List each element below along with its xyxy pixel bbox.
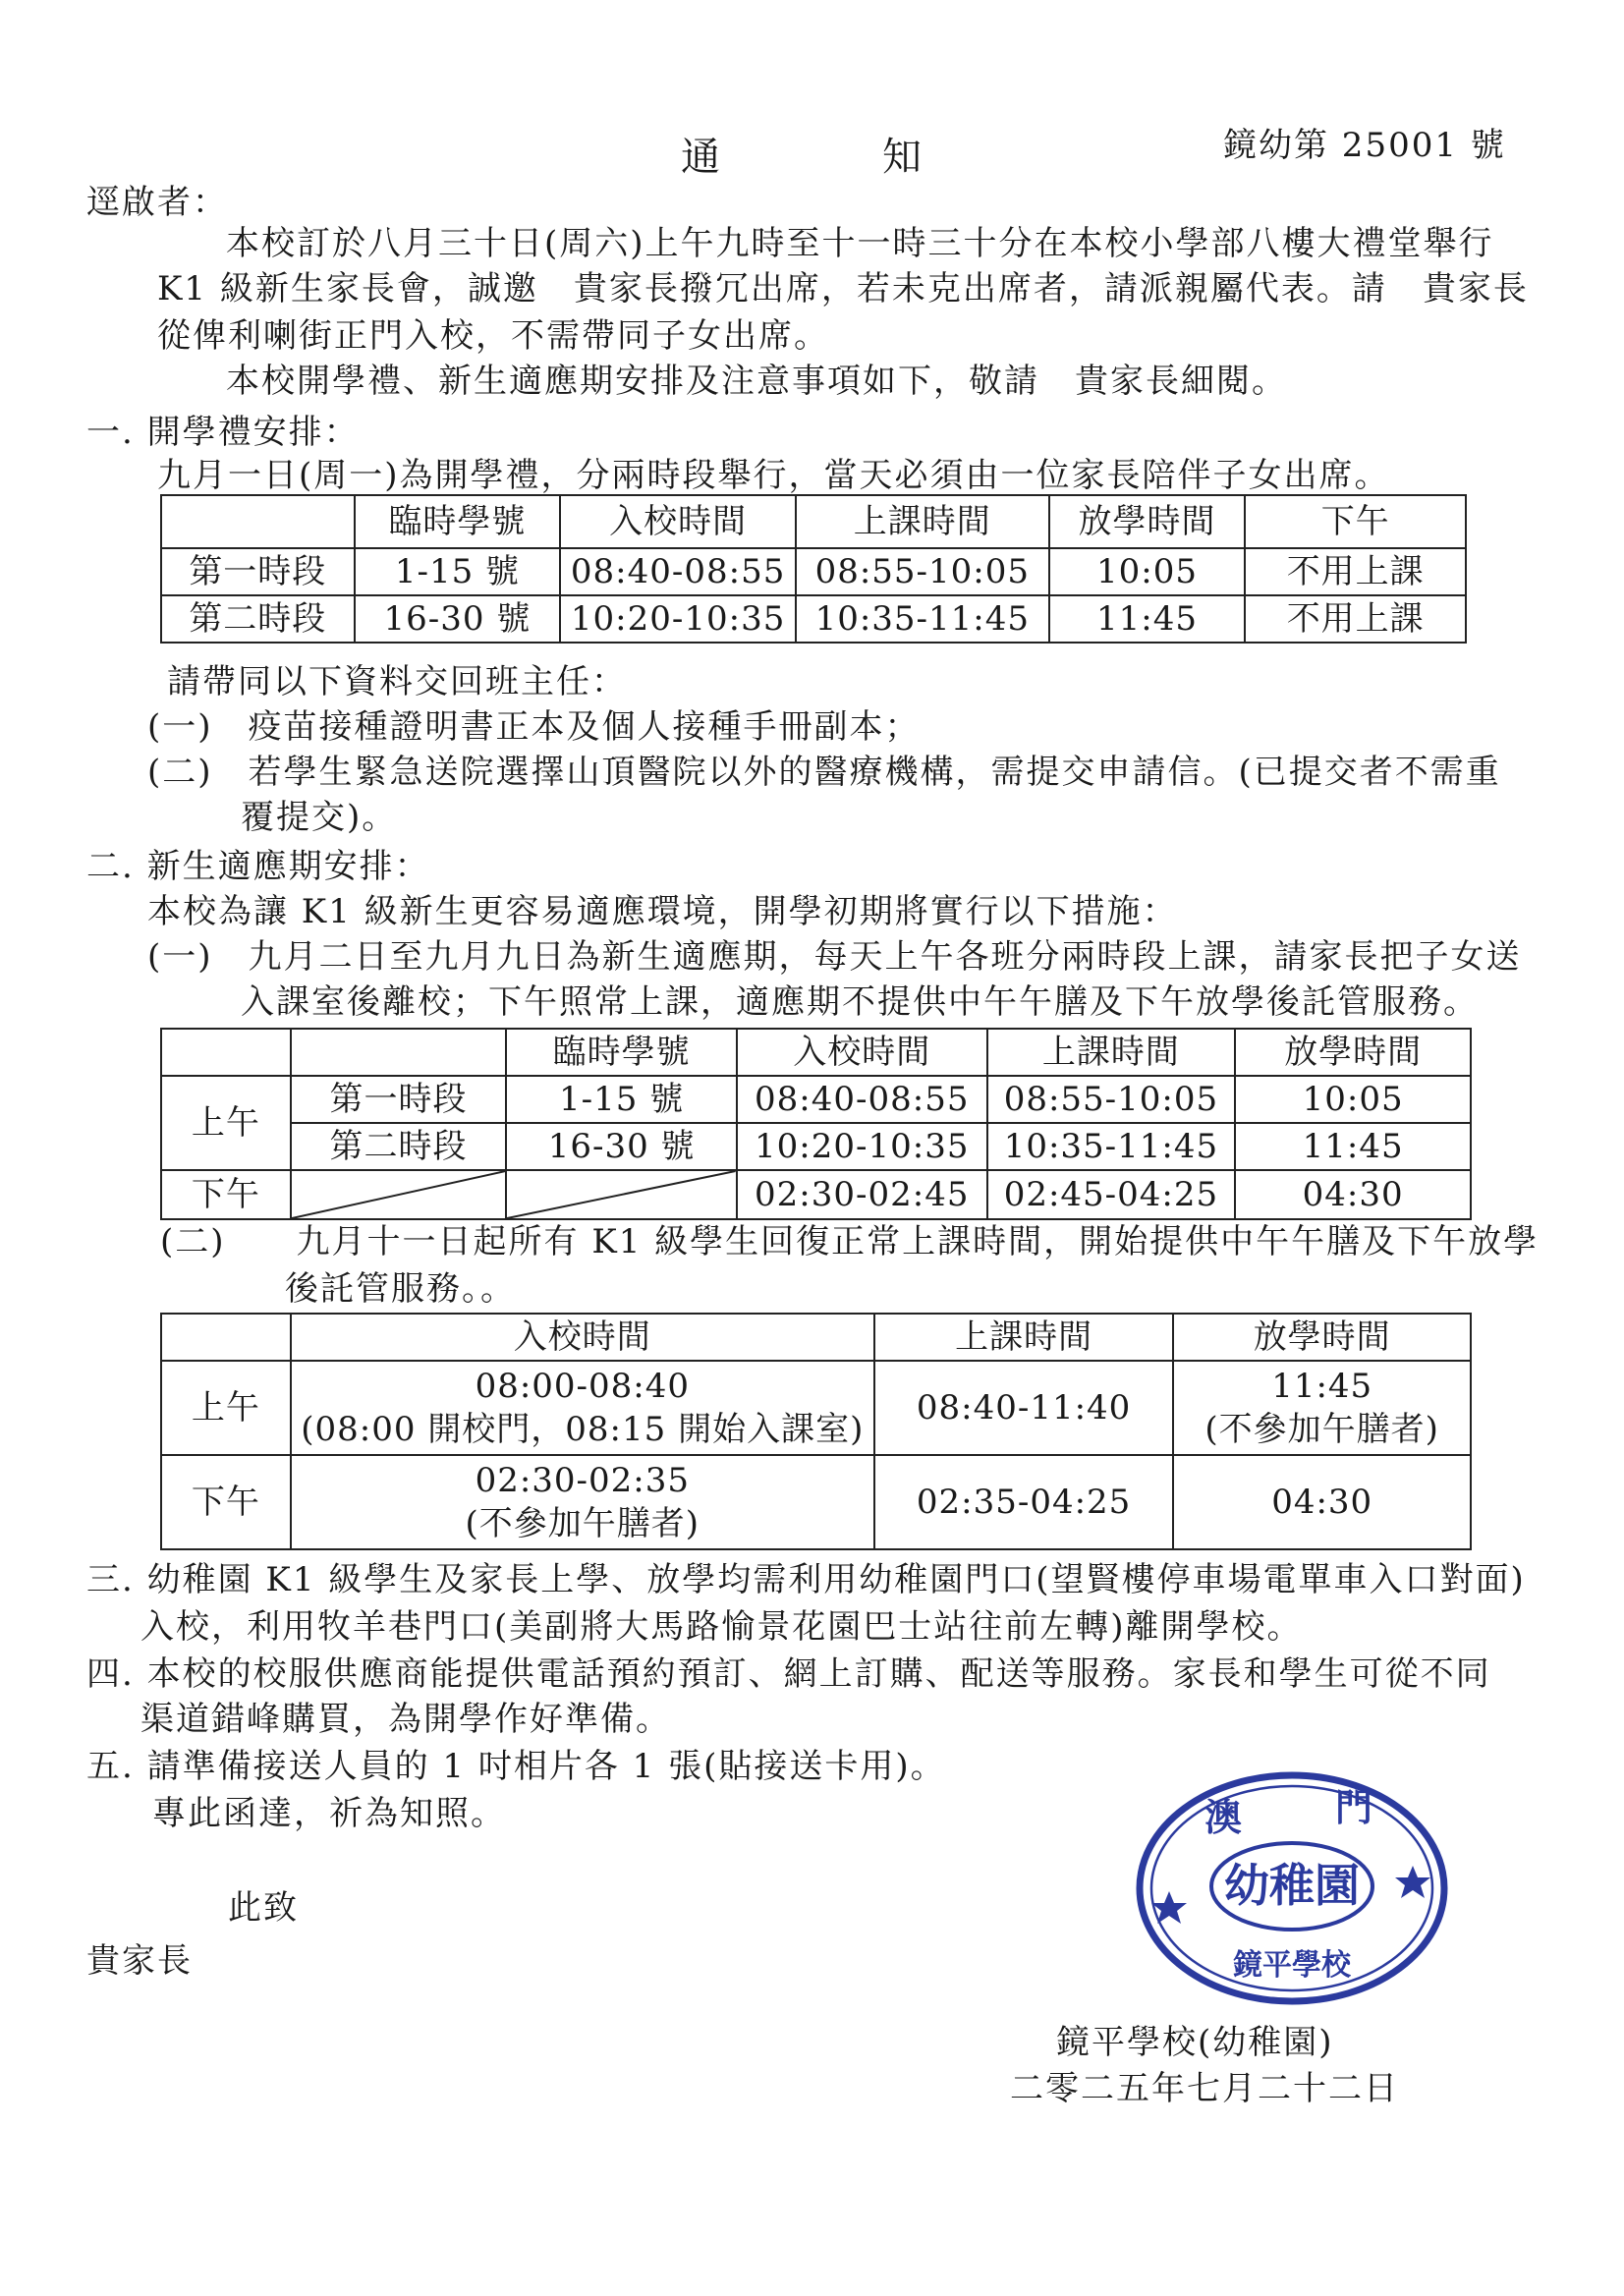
closing-regards: 此致 <box>228 1888 299 1928</box>
table-header-cell: 上課時間 <box>987 1029 1236 1076</box>
section3-line-1: 三. 幼稚園 K1 級學生及家長上學、放學均需利用幼稚園門口(望賢樓停車場電單車入口對面) <box>86 1560 1526 1599</box>
signature-date: 二零二五年七月二十二日 <box>1010 2069 1399 2108</box>
diagonal-empty-cell <box>506 1170 737 1219</box>
table-cell: 11:45 <box>1235 1123 1471 1170</box>
table-header-cell <box>161 495 355 548</box>
section2-item2-line-1: (二) 九月十一日起所有 K1 級學生回復正常上課時間，開始提供中午午膳及下午放學 <box>160 1222 1540 1261</box>
table-header-cell: 上課時間 <box>874 1314 1174 1361</box>
seal-text-top-right: 門 <box>1334 1785 1373 1829</box>
diagonal-line <box>507 1171 736 1218</box>
section3-line-2: 入校，利用牧羊巷門口(美副將大馬路愉景花園巴士站往前左轉)離開學校。 <box>140 1607 1303 1647</box>
am-leave-note: (不參加午膳者) <box>1204 1410 1439 1449</box>
table-cell: 02:30-02:45 <box>737 1170 987 1219</box>
table-header-cell: 入校時間 <box>560 495 796 548</box>
table-cell: 第二時段 <box>161 595 355 643</box>
section5: 五. 請準備接送人員的 1 吋相片各 1 張(貼接送卡用)。 <box>86 1747 946 1786</box>
am-leave-time: 11:45 <box>1271 1367 1373 1406</box>
table-cell: 08:55-10:05 <box>796 548 1049 595</box>
pm-arrive-note: (不參加午膳者) <box>465 1504 700 1543</box>
table-cell: 10:20-10:35 <box>560 595 796 643</box>
table-header-cell: 上課時間 <box>796 495 1049 548</box>
diagonal-empty-cell <box>291 1170 507 1219</box>
table-cell <box>291 1361 874 1455</box>
section2-item1-line-1: (一) 九月二日至九月九日為新生適應期，每天上午各班分兩時段上課，請家長把子女送 <box>147 937 1522 977</box>
table-header-row <box>161 495 1466 548</box>
table-cell: 16-30 號 <box>506 1123 737 1170</box>
seal-text-bottom: 鏡平學校 <box>1233 1948 1351 1983</box>
opening-ceremony-table <box>160 494 1467 644</box>
am-label-cell: 上午 <box>161 1361 291 1455</box>
table-cell: 10:05 <box>1235 1076 1471 1123</box>
table-header-cell: 入校時間 <box>737 1029 987 1076</box>
table-header-cell: 放學時間 <box>1173 1314 1471 1361</box>
table-header-cell <box>161 1029 291 1076</box>
table-cell: 11:45 <box>1049 595 1246 643</box>
bring-item-2-line-2: 覆提交)。 <box>241 798 398 837</box>
signature-school: 鏡平學校(幼稚園) <box>1056 2023 1334 2062</box>
table-cell: 10:05 <box>1049 548 1246 595</box>
section4-line-2: 渠道錯峰購買，為開學作好準備。 <box>140 1700 671 1739</box>
table-header-cell: 臨時學號 <box>355 495 561 548</box>
star-icon <box>1395 1866 1430 1898</box>
table-row <box>161 1455 1471 1549</box>
table-cell: 10:35-11:45 <box>796 595 1049 643</box>
intro-line-2: K1 級新生家長會，誠邀 貴家長撥冗出席，若未克出席者，請派親屬代表。請 貴家長 <box>157 269 1529 308</box>
section2-item2-line-2: 後託管服務。。 <box>285 1269 516 1309</box>
table-row <box>161 548 1466 595</box>
table-cell: 1-15 號 <box>355 548 561 595</box>
table-cell: 第二時段 <box>291 1123 507 1170</box>
intro-line-3: 從俾利喇街正門入校，不需帶同子女出席。 <box>157 316 829 356</box>
table-row <box>161 1170 1471 1219</box>
bring-documents-intro: 請帶同以下資料交回班主任： <box>167 662 627 701</box>
regular-schedule-table <box>160 1313 1472 1550</box>
table-header-cell: 下午 <box>1245 495 1466 548</box>
table-cell: 第一時段 <box>161 548 355 595</box>
table-header-row <box>161 1029 1471 1076</box>
diagonal-line <box>292 1171 506 1218</box>
table-header-cell <box>161 1314 291 1361</box>
section1-description: 九月一日(周一)為開學禮，分兩時段舉行，當天必須由一位家長陪伴子女出席。 <box>157 456 1390 495</box>
pm-label-cell: 下午 <box>161 1170 291 1219</box>
table-header-cell: 放學時間 <box>1049 495 1246 548</box>
table-cell: 08:40-08:55 <box>737 1076 987 1123</box>
intro-paragraph-2: 本校開學禮、新生適應期安排及注意事項如下，敬請 貴家長細閱。 <box>226 362 1287 401</box>
section2-item1-line-2: 入課室後離校；下午照常上課，適應期不提供中午午膳及下午放學後託管服務。 <box>241 982 1479 1022</box>
table-cell: 不用上課 <box>1245 548 1466 595</box>
table-cell: 10:35-11:45 <box>987 1123 1236 1170</box>
pm-arrive-time: 02:30-02:35 <box>475 1461 691 1500</box>
reference-number: 鏡幼第 25001 號 <box>1223 126 1506 165</box>
table-cell: 08:40-11:40 <box>874 1361 1174 1455</box>
am-arrive-time: 08:00-08:40 <box>475 1367 691 1406</box>
table-header-cell <box>291 1029 507 1076</box>
table-header-cell: 放學時間 <box>1235 1029 1471 1076</box>
section1-heading: 一. 開學禮安排： <box>86 413 360 452</box>
school-seal-stamp <box>1130 1764 1454 2014</box>
title-char-2: 知 <box>882 135 927 180</box>
table-cell: 10:20-10:35 <box>737 1123 987 1170</box>
table-cell <box>291 1455 874 1549</box>
bring-item-2-line-1: (二) 若學生緊急送院選擇山頂醫院以外的醫療機構，需提交申請信。(已提交者不需重 <box>147 753 1501 792</box>
table-row <box>161 1076 1471 1123</box>
table-cell: 第一時段 <box>291 1076 507 1123</box>
table-header-cell: 臨時學號 <box>506 1029 737 1076</box>
table-cell: 02:45-04:25 <box>987 1170 1236 1219</box>
table-cell: 04:30 <box>1173 1455 1471 1549</box>
table-cell: 16-30 號 <box>355 595 561 643</box>
table-header-row <box>161 1314 1471 1361</box>
am-arrive-note: (08:00 開校門，08:15 開始入課室) <box>301 1410 865 1449</box>
table-cell <box>1173 1361 1471 1455</box>
section4-line-1: 四. 本校的校服供應商能提供電話預約預訂、網上訂購、配送等服務。家長和學生可從不同 <box>86 1654 1491 1694</box>
table-row <box>161 595 1466 643</box>
am-label-cell: 上午 <box>161 1076 291 1170</box>
closing-recipient: 貴家長 <box>86 1941 193 1981</box>
table-row <box>161 1123 1471 1170</box>
table-cell: 08:55-10:05 <box>987 1076 1236 1123</box>
section2-description: 本校為讓 K1 級新生更容易適應環境，開學初期將實行以下措施： <box>147 892 1178 931</box>
seal-text-center: 幼稚園 <box>1224 1859 1360 1912</box>
table-cell: 1-15 號 <box>506 1076 737 1123</box>
table-row <box>161 1361 1471 1455</box>
table-cell: 不用上課 <box>1245 595 1466 643</box>
seal-text-top-left: 澳 <box>1204 1795 1243 1839</box>
adaptation-period-table <box>160 1028 1472 1220</box>
title-char-1: 通 <box>681 135 726 180</box>
table-cell: 02:35-04:25 <box>874 1455 1174 1549</box>
pm-label-cell: 下午 <box>161 1455 291 1549</box>
table-cell: 08:40-08:55 <box>560 548 796 595</box>
intro-line-1: 本校訂於八月三十日(周六)上午九時至十一時三十分在本校小學部八樓大禮堂舉行 <box>226 224 1494 263</box>
table-cell: 04:30 <box>1235 1170 1471 1219</box>
salutation: 逕啟者： <box>86 183 228 222</box>
table-header-cell: 入校時間 <box>291 1314 874 1361</box>
section2-heading: 二. 新生適應期安排： <box>86 847 430 886</box>
bring-item-1: (一) 疫苗接種證明書正本及個人接種手冊副本； <box>147 707 921 747</box>
closing-line: 專此函達，祈為知照。 <box>152 1794 506 1833</box>
